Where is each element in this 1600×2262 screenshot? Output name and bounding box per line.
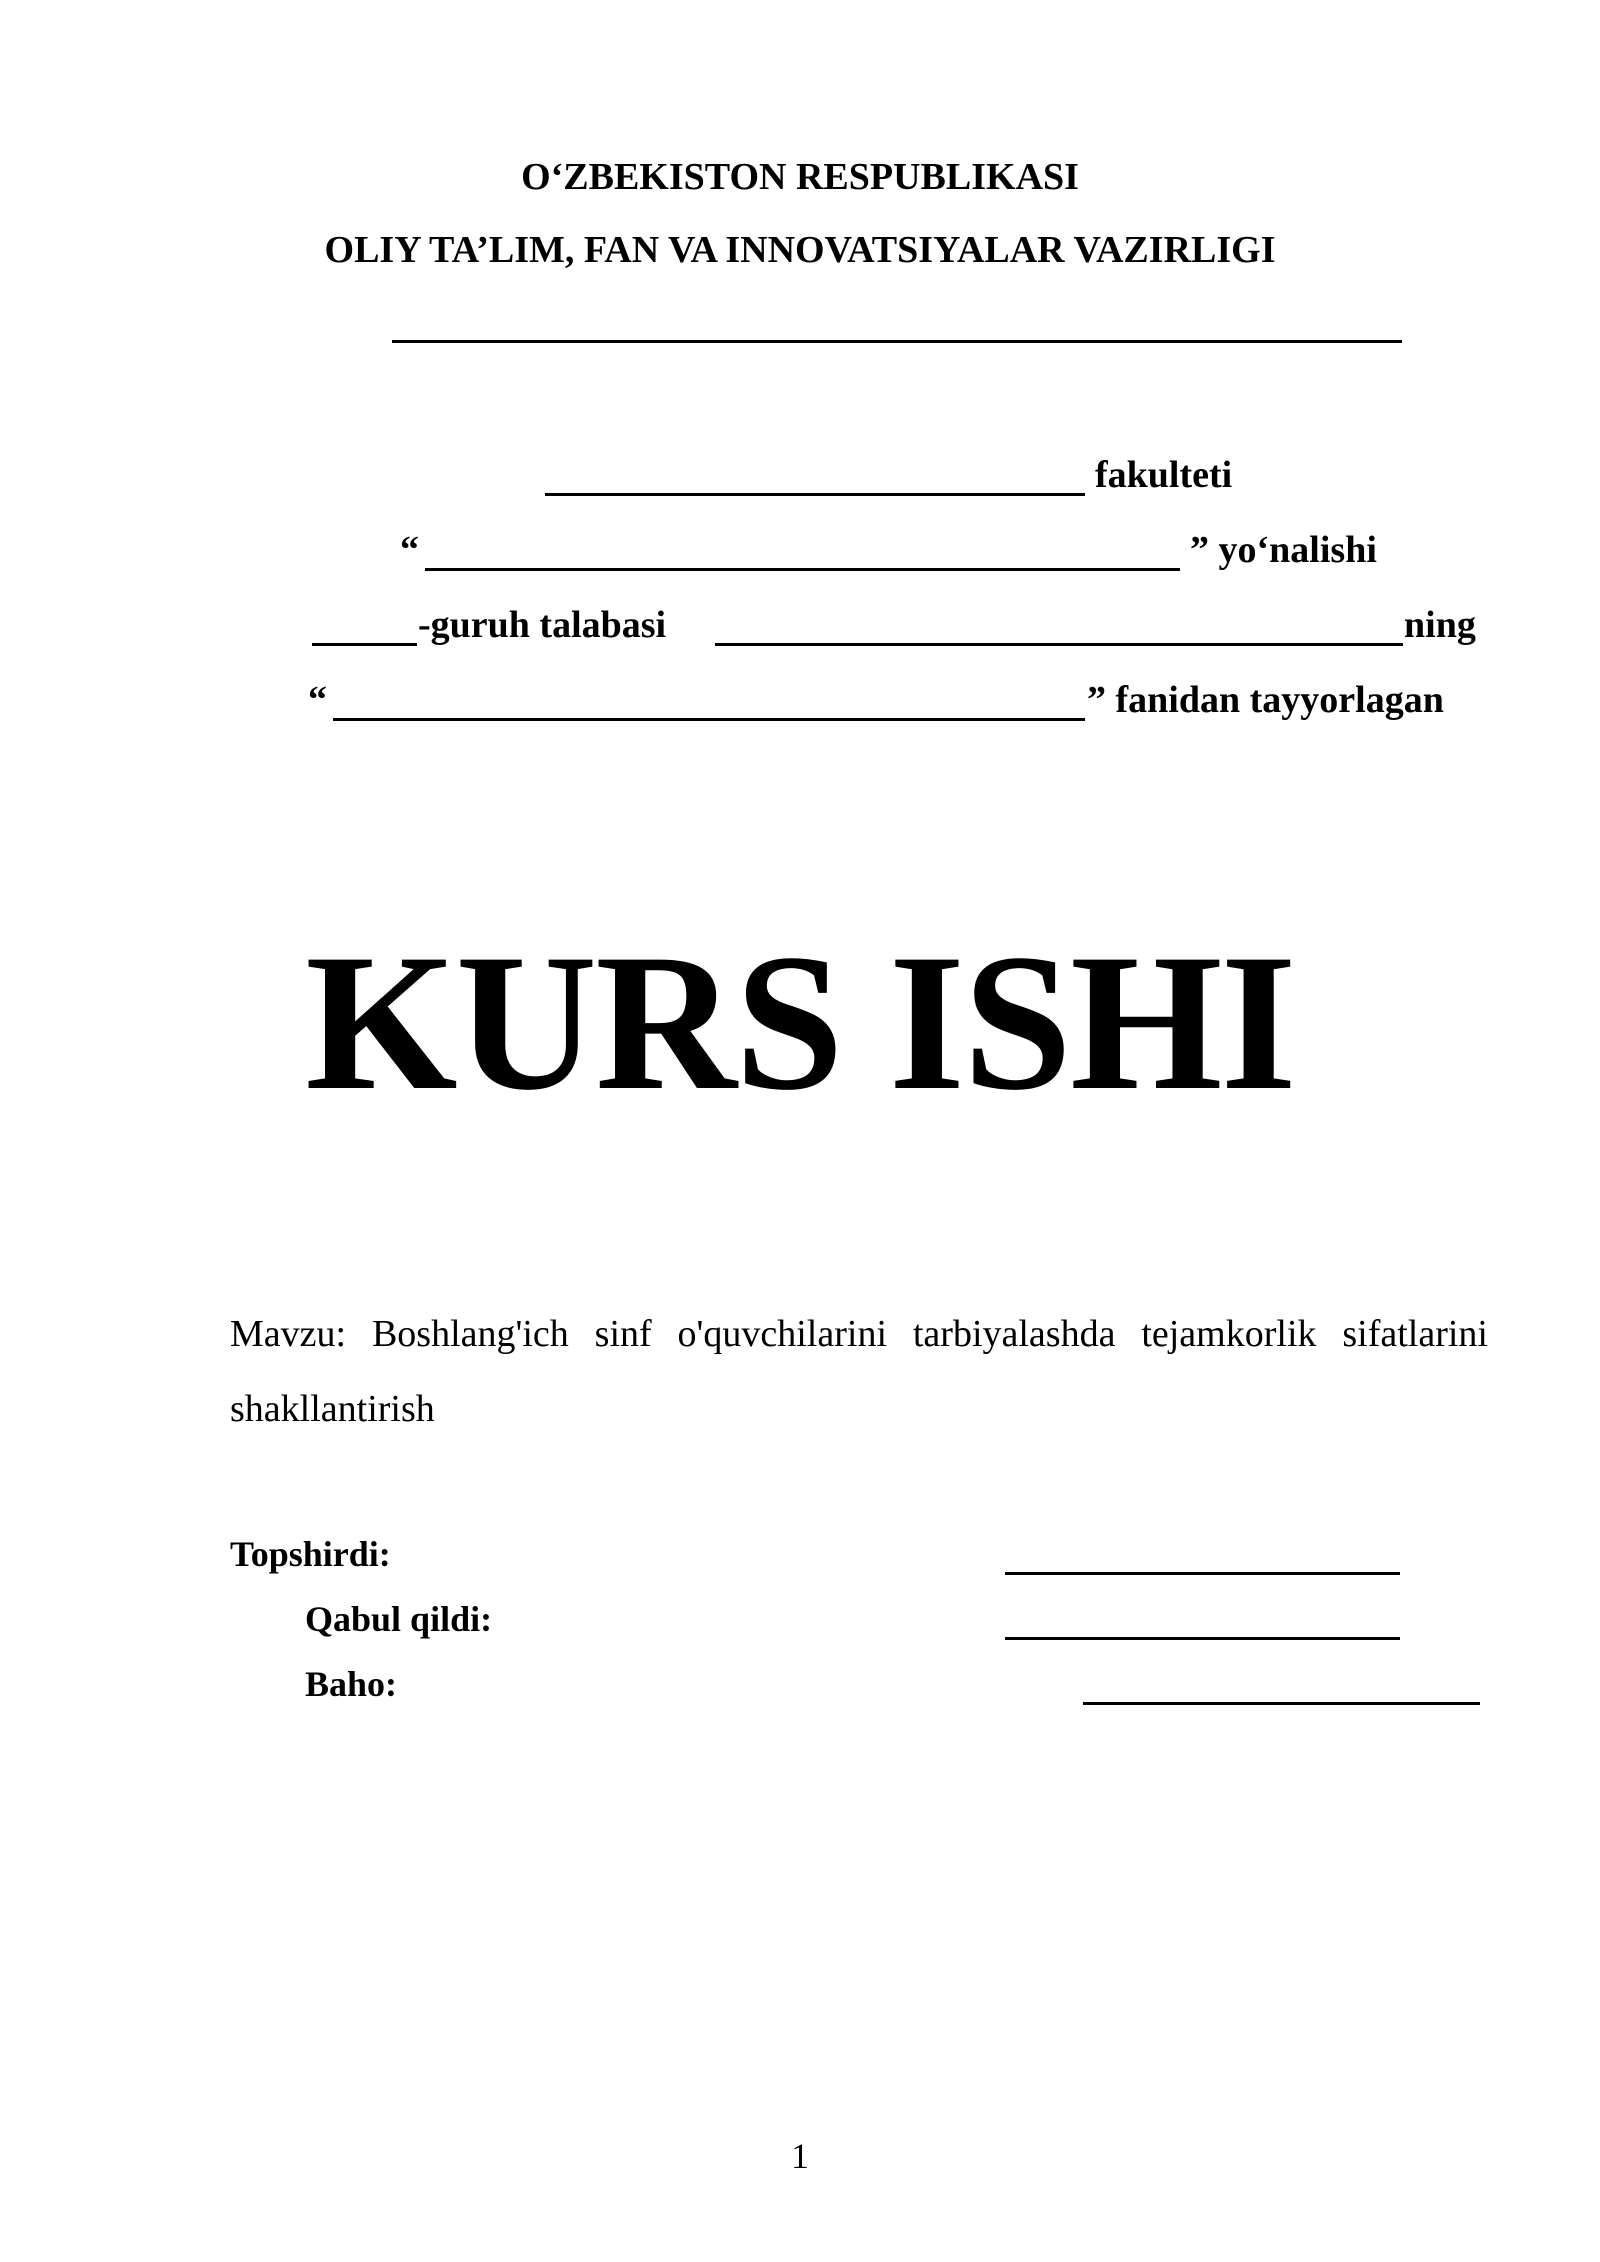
student-name-blank-line xyxy=(715,643,1403,646)
group-label: -guruh talabasi xyxy=(418,604,667,646)
subject-open-quote: “ xyxy=(308,679,327,721)
document-title: KURS ISHI xyxy=(305,914,1295,1131)
faculty-label: fakulteti xyxy=(1095,454,1233,496)
faculty-blank-line xyxy=(545,493,1085,496)
subject-blank-line xyxy=(333,718,1085,721)
ministry-name: OLIY TA’LIM, FAN VA INNOVATSIYALAR VAZIRLIGI xyxy=(324,229,1276,271)
submitted-label: Topshirdi: xyxy=(230,1534,391,1574)
page-number: 1 xyxy=(791,2136,809,2176)
subject-label: ” fanidan tayyorlagan xyxy=(1087,679,1444,721)
grade-label: Baho: xyxy=(305,1664,398,1704)
direction-blank-line xyxy=(425,568,1180,571)
topic-text: Mavzu: Boshlang'ich sinf o'quvchilarini tarbiyalashda tejamkorlik sifatlarini shakllantirish xyxy=(230,1313,1488,1430)
grade-blank-line xyxy=(1083,1702,1480,1705)
university-blank-line xyxy=(392,340,1402,343)
group-blank-line xyxy=(312,643,417,646)
accepted-label: Qabul qildi: xyxy=(305,1599,493,1639)
direction-label: ” yo‘nalishi xyxy=(1190,529,1377,571)
accepted-blank-line xyxy=(1005,1637,1400,1640)
student-label: ning xyxy=(1404,604,1476,646)
direction-open-quote: “ xyxy=(400,529,419,571)
ministry-country: O‘ZBEKISTON RESPUBLIKASI xyxy=(521,156,1079,198)
submitted-blank-line xyxy=(1005,1572,1400,1575)
